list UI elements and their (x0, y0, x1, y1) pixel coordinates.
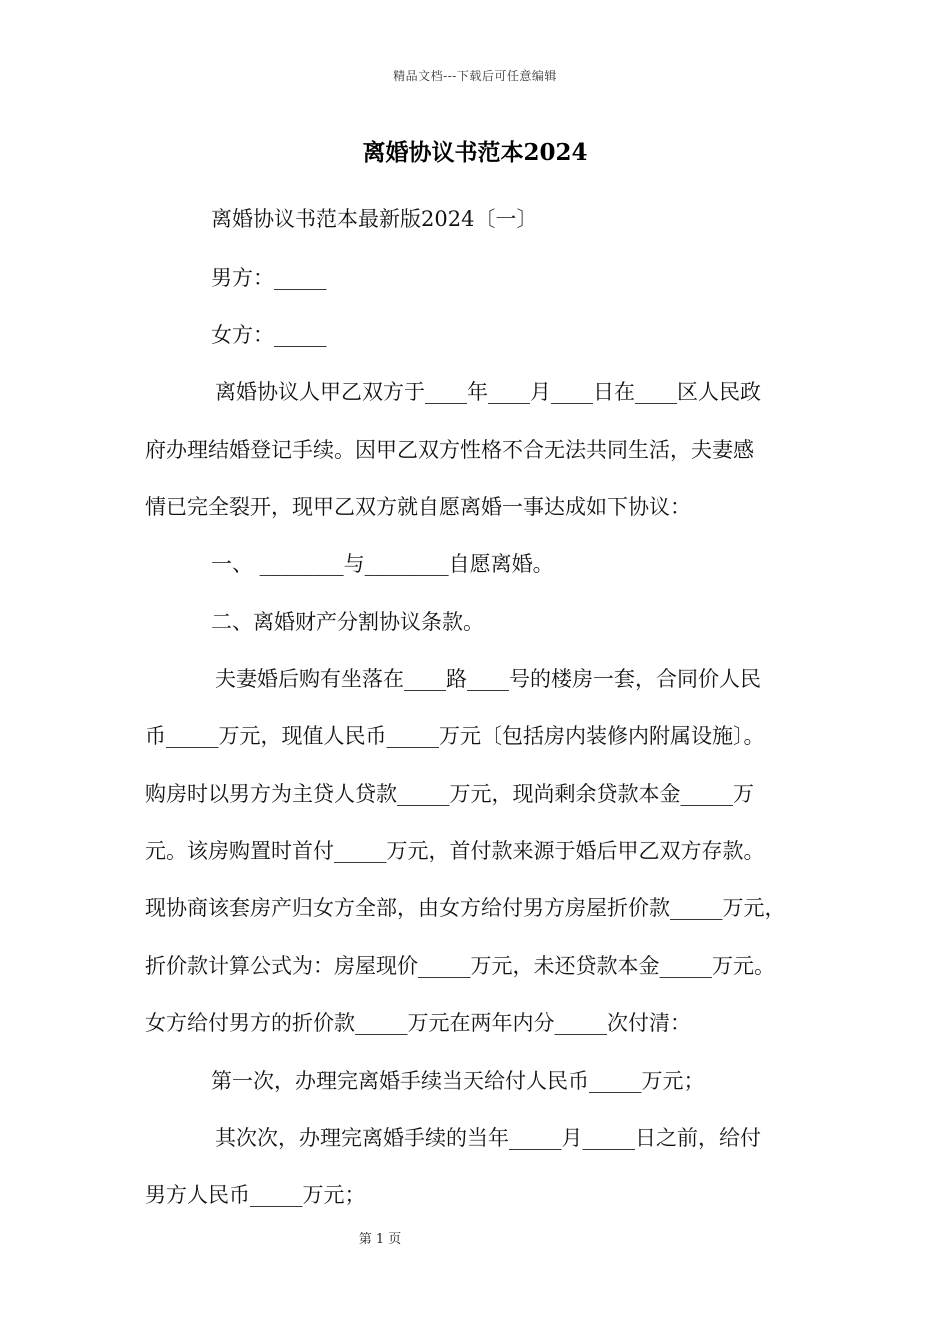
paragraph-line: 元。该房购置时首付_____万元，首付款来源于婚后甲乙双方存款。 (145, 839, 765, 863)
paragraph-line: 情已完全裂开，现甲乙双方就自愿离婚一事达成如下协议： (145, 495, 691, 519)
paragraph-line: 离婚协议人甲乙双方于____年____月____日在____区人民政 (215, 380, 761, 404)
clause-one: 一、 ________与________自愿离婚。 (211, 552, 554, 576)
wife-field: 女方：_____ (211, 323, 327, 347)
paragraph-line: 现协商该套房产归女方全部，由女方给付男方房屋折价款_____万元， (145, 896, 786, 920)
paragraph-line: 购房时以男方为主贷人贷款_____万元，现尚剩余贷款本金_____万 (145, 782, 754, 806)
payment-first: 第一次，办理完离婚手续当天给付人民币_____万元； (211, 1069, 705, 1093)
section-heading: 离婚协议书范本最新版2024〔一〕 (211, 207, 538, 231)
payment-second: 其次次，办理完离婚手续的当年_____月_____日之前，给付 (215, 1126, 761, 1150)
paragraph-line: 折价款计算公式为：房屋现价_____万元，未还贷款本金_____万元。 (145, 954, 775, 978)
paragraph-line: 男方人民币_____万元； (145, 1183, 366, 1207)
page-number: 第 1 页 (358, 1232, 402, 1247)
page-header: 精品文档---下载后可任意编辑 (393, 69, 557, 83)
paragraph-line: 府办理结婚登记手续。因甲乙双方性格不合无法共同生活，夫妻感 (145, 438, 754, 462)
paragraph-line: 币_____万元，现值人民币_____万元〔包括房内装修内附属设施〕。 (145, 724, 765, 748)
husband-field: 男方：_____ (211, 266, 327, 290)
clause-two: 二、离婚财产分割协议条款。 (211, 610, 484, 634)
paragraph-line: 夫妻婚后购有坐落在____路____号的楼房一套，合同价人民 (215, 667, 761, 691)
paragraph-line: 女方给付男方的折价款_____万元在两年内分_____次付清： (145, 1011, 691, 1035)
document-title: 离婚协议书范本2024 (362, 139, 588, 166)
